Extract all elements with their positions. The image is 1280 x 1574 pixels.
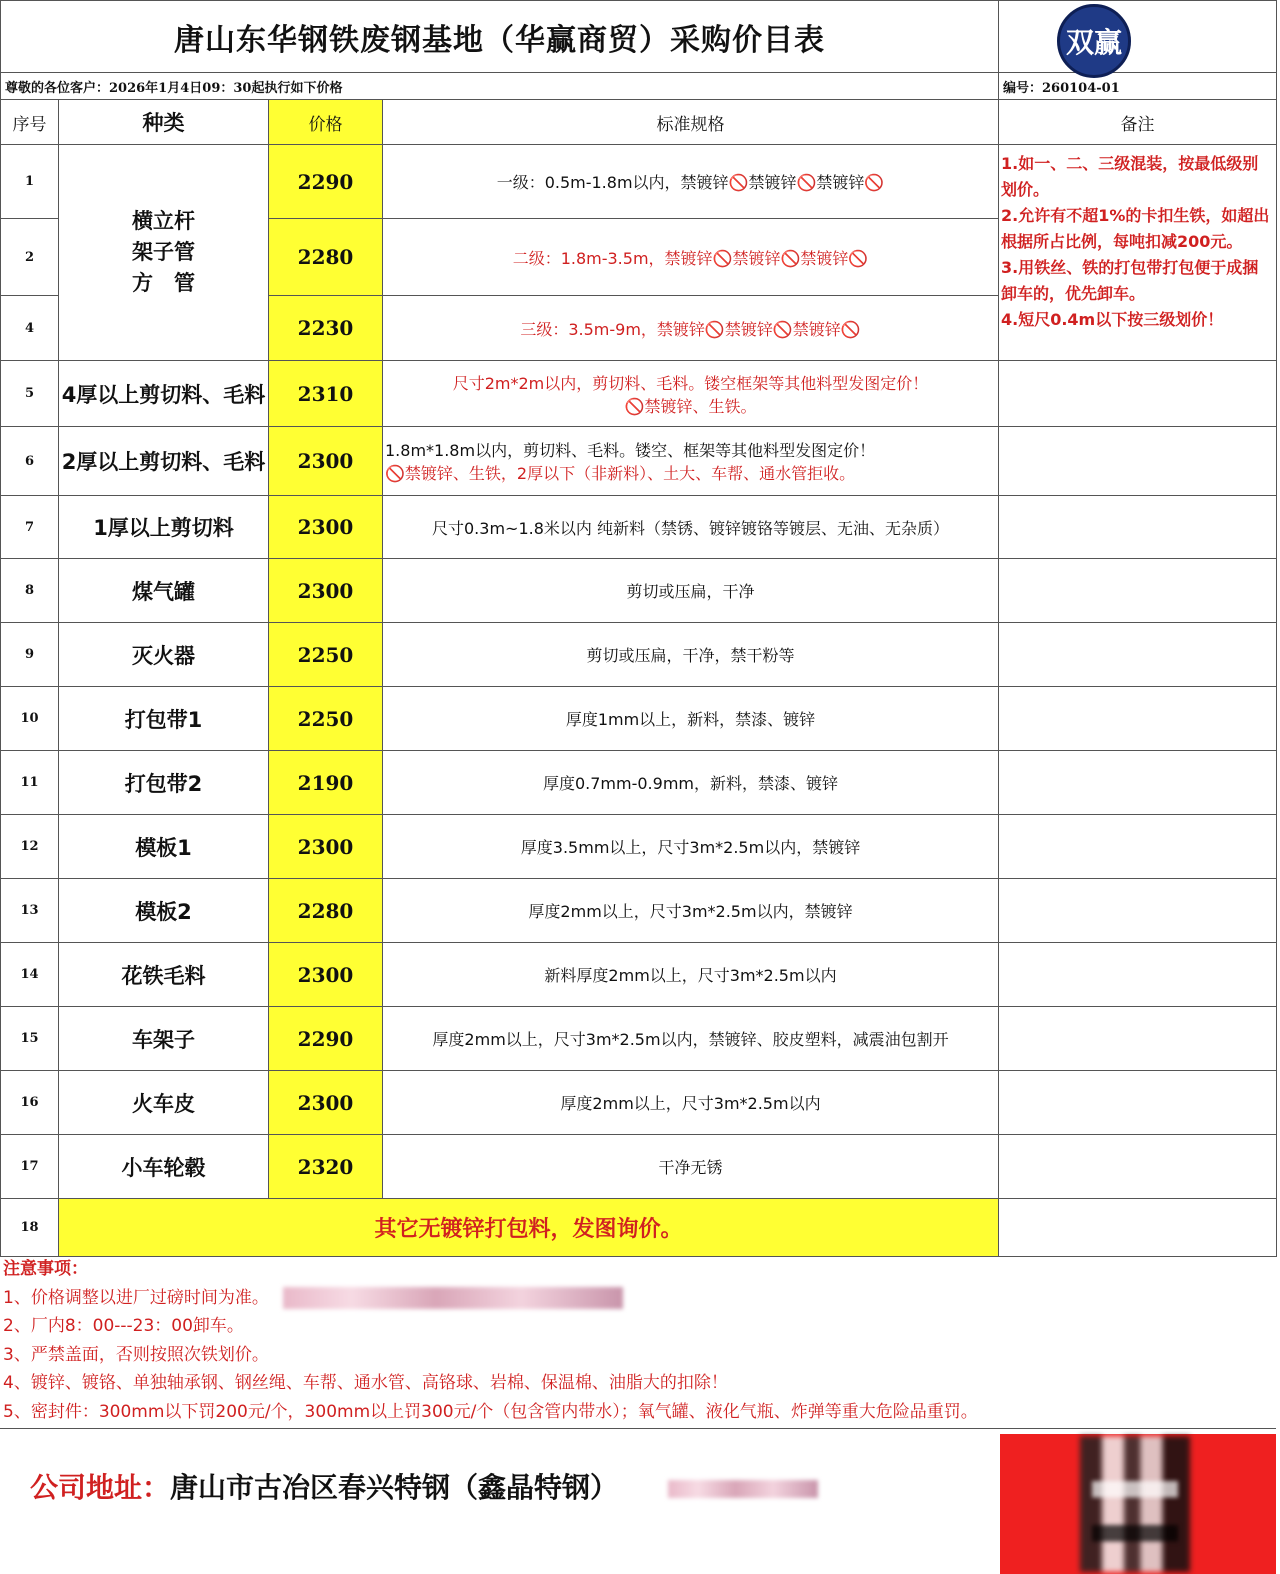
row-no: 13 [1, 879, 59, 943]
table-row [1, 623, 1277, 687]
row-category: 模板2 [59, 879, 269, 943]
row-spec: 剪切或压扁，干净 [383, 559, 999, 623]
row-category: 煤气罐 [59, 559, 269, 623]
row-spec [383, 361, 999, 427]
row-price: 2280 [269, 219, 383, 296]
row-spec: 三级：3.5m-9m，禁镀锌🚫禁镀锌🚫禁镀锌🚫 [383, 296, 999, 361]
remarks-cell [999, 145, 1277, 361]
row-category: 打包带2 [59, 751, 269, 815]
row-spec: 一级：0.5m-1.8m以内，禁镀锌🚫禁镀锌🚫禁镀锌🚫 [383, 145, 999, 219]
row-no: 2 [1, 219, 59, 296]
remark-line: 3.用铁丝、铁的打包带打包便于成捆卸车的，优先卸车。 [1001, 258, 1259, 303]
row-remarks [999, 815, 1277, 879]
company-logo: 双赢 [1057, 4, 1131, 78]
row-category: 模板1 [59, 815, 269, 879]
row-price: 2190 [269, 751, 383, 815]
row-no: 8 [1, 559, 59, 623]
table-row [1, 943, 1277, 1007]
row-no: 16 [1, 1071, 59, 1135]
row-no: 5 [1, 361, 59, 427]
row-remarks [999, 751, 1277, 815]
row-remarks [999, 427, 1277, 496]
row-price: 2300 [269, 815, 383, 879]
row-price: 2310 [269, 361, 383, 427]
note-item: 5、密封件：300mm以下罚200元/个，300mm以上罚300元/个（包含管内带水）；氧气罐、液化气瓶、炸弹等重大危险品重罚。 [3, 1401, 978, 1422]
spec-line: 🚫禁镀锌、生铁。 [624, 396, 757, 416]
col-header-no: 序号 [1, 100, 59, 145]
row-price: 2300 [269, 427, 383, 496]
row-category: 灭火器 [59, 623, 269, 687]
row-no: 15 [1, 1007, 59, 1071]
row-remarks [999, 879, 1277, 943]
effective-notice: 尊敬的各位客户：2026年1月4日09：30起执行如下价格 [1, 73, 999, 100]
page-title: 唐山东华钢铁废钢基地（华赢商贸）采购价目表 [1, 1, 999, 73]
row-spec: 厚度3.5mm以上，尺寸3m*2.5m以内，禁镀锌 [383, 815, 999, 879]
row-remarks [999, 1199, 1277, 1257]
notes-title: 注意事项： [3, 1259, 88, 1279]
row-price: 2300 [269, 1071, 383, 1135]
row-price: 2230 [269, 296, 383, 361]
table-row [1, 361, 1277, 427]
row-category: 4厚以上剪切料、毛料 [59, 361, 269, 427]
row-remarks [999, 1007, 1277, 1071]
row-remarks [999, 623, 1277, 687]
row-remarks [999, 361, 1277, 427]
row-remarks [999, 687, 1277, 751]
table-row [1, 145, 1277, 219]
table-row [1, 559, 1277, 623]
row-price: 2290 [269, 145, 383, 219]
row-remarks [999, 1135, 1277, 1199]
blurred-contact [283, 1287, 623, 1309]
row-price: 2300 [269, 496, 383, 559]
col-header-price: 价格 [269, 100, 383, 145]
table-row [1, 1199, 1277, 1257]
spec-line: 1.8m*1.8m以内，剪切料、毛料。镂空、框架等其他料型发图定价！ [385, 441, 876, 460]
row-category: 2厚以上剪切料、毛料 [59, 427, 269, 496]
note-item: 2、厂内8：00---23：00卸车。 [3, 1316, 244, 1336]
row-category-group [59, 145, 269, 361]
row-remarks [999, 1071, 1277, 1135]
remark-line: 4.短尺0.4m以下按三级划价！ [1001, 310, 1224, 329]
category-line: 架子管 [132, 240, 195, 264]
row-no: 12 [1, 815, 59, 879]
row-remarks [999, 496, 1277, 559]
row-no: 4 [1, 296, 59, 361]
row-spec: 新料厚度2mm以上，尺寸3m*2.5m以内 [383, 943, 999, 1007]
category-line: 方 管 [132, 271, 195, 295]
blurred-phone [668, 1480, 818, 1498]
row-spec: 厚度2mm以上，尺寸3m*2.5m以内 [383, 1071, 999, 1135]
table-row [1, 687, 1277, 751]
row-spec: 厚度2mm以上，尺寸3m*2.5m以内，禁镀锌 [383, 879, 999, 943]
col-header-category: 种类 [59, 100, 269, 145]
note-item: 1、价格调整以进厂过磅时间为准。 [3, 1284, 1273, 1313]
remark-line: 1.如一、二、三级混装，按最低级别划价。 [1001, 154, 1259, 199]
table-row [1, 427, 1277, 496]
table-row [1, 879, 1277, 943]
notes-section [3, 1255, 1273, 1426]
row-inquiry-note: 其它无镀锌打包料，发图询价。 [59, 1199, 999, 1257]
spec-line: 🚫禁镀锌、生铁，2厚以下（非新料）、土大、车帮、通水管拒收。 [385, 464, 856, 483]
table-row [1, 751, 1277, 815]
row-remarks [999, 943, 1277, 1007]
row-category: 车架子 [59, 1007, 269, 1071]
row-remarks [999, 559, 1277, 623]
table-row [1, 1135, 1277, 1199]
row-no: 18 [1, 1199, 59, 1257]
row-spec: 二级：1.8m-3.5m，禁镀锌🚫禁镀锌🚫禁镀锌🚫 [383, 219, 999, 296]
qr-code-panel [1000, 1434, 1276, 1574]
col-header-remarks: 备注 [999, 100, 1277, 145]
row-price: 2290 [269, 1007, 383, 1071]
row-category: 花铁毛料 [59, 943, 269, 1007]
note-item: 4、镀锌、镀铬、单独轴承钢、钢丝绳、车帮、通水管、高铬球、岩棉、保温棉、油脂大的扣除！ [3, 1373, 728, 1393]
row-price: 2300 [269, 559, 383, 623]
spec-line: 尺寸2m*2m以内，剪切料、毛料。镂空框架等其他料型发图定价！ [452, 373, 929, 393]
remark-line: 2.允许有不超1%的卡扣生铁，如超出根据所占比例，每吨扣减200元。 [1001, 206, 1270, 251]
table-row [1, 1007, 1277, 1071]
row-price: 2250 [269, 687, 383, 751]
note-item: 3、严禁盖面，否则按照次铁划价。 [3, 1344, 269, 1365]
divider [0, 1428, 1276, 1429]
row-category: 小车轮毂 [59, 1135, 269, 1199]
row-price: 2300 [269, 943, 383, 1007]
row-spec: 厚度0.7mm-0.9mm，新料，禁漆、镀锌 [383, 751, 999, 815]
row-category: 火车皮 [59, 1071, 269, 1135]
row-spec: 剪切或压扁，干净，禁干粉等 [383, 623, 999, 687]
row-price: 2280 [269, 879, 383, 943]
row-no: 1 [1, 145, 59, 219]
row-spec: 尺寸0.3m~1.8米以内 纯新料（禁锈、镀锌镀铬等镀层、无油、无杂质） [383, 496, 999, 559]
logo-cell [999, 1, 1277, 73]
row-spec: 厚度1mm以上，新料，禁漆、镀锌 [383, 687, 999, 751]
row-spec: 厚度2mm以上，尺寸3m*2.5m以内，禁镀锌、胶皮塑料，减震油包割开 [383, 1007, 999, 1071]
table-row [1, 496, 1277, 559]
row-no: 6 [1, 427, 59, 496]
row-no: 7 [1, 496, 59, 559]
table-row [1, 1071, 1277, 1135]
row-no: 11 [1, 751, 59, 815]
row-category: 打包带1 [59, 687, 269, 751]
row-category: 1厚以上剪切料 [59, 496, 269, 559]
row-no: 14 [1, 943, 59, 1007]
company-address [30, 1466, 818, 1506]
row-spec: 干净无锈 [383, 1135, 999, 1199]
address-label: 公司地址： [30, 1471, 171, 1504]
category-line: 横立杆 [132, 209, 195, 233]
table-row [1, 815, 1277, 879]
row-no: 9 [1, 623, 59, 687]
document-number: 编号：260104-01 [999, 73, 1277, 100]
row-price: 2320 [269, 1135, 383, 1199]
row-no: 10 [1, 687, 59, 751]
row-spec [383, 427, 999, 496]
row-price: 2250 [269, 623, 383, 687]
row-no: 17 [1, 1135, 59, 1199]
address-value: 唐山市古冶区春兴特钢（鑫晶特钢） [170, 1471, 619, 1504]
col-header-spec: 标准规格 [383, 100, 999, 145]
